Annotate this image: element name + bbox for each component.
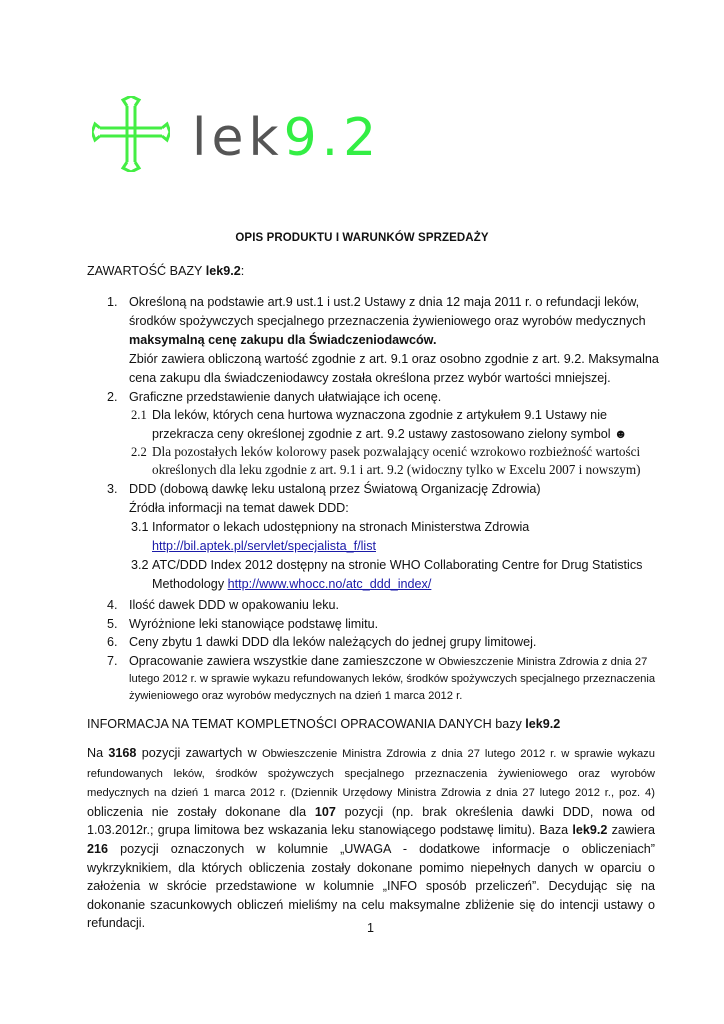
- item-number: 2.: [107, 390, 118, 404]
- paragraph-text: obliczenia nie zostały dokonane dla: [87, 804, 315, 819]
- item-number: 3.: [107, 482, 118, 496]
- paragraph-text: zawiera: [607, 823, 655, 838]
- subitem-number: 3.2: [131, 558, 149, 572]
- list-item-text: DDD (dobową dawkę leku ustaloną przez Światową Organizację Zdrowia): [129, 482, 541, 496]
- count-flagged: 216: [87, 841, 109, 856]
- count-missing: 107: [314, 804, 336, 819]
- paragraph-reference: Obwieszczenie Ministra Zdrowia z dnia 27 lutego 2012 r. w sprawie wykazu refundowanych leków, środków spożywczych specjalnego przeznaczenia żywieniowego oraz wyrobów medycznych na dzień 1 marca 2012 r. (Dziennik Urzędowy Ministra Zdrowia z dnia 27 lutego 2012 r., poz. 4): [87, 748, 655, 800]
- completeness-paragraph: [87, 744, 655, 933]
- item-number: 1.: [107, 295, 118, 309]
- logo-version: 9.2: [283, 108, 382, 168]
- list-item-text: środków spożywczych specjalnego przeznaczenia żywieniowego oraz wyrobów medycznych: [129, 314, 646, 328]
- paragraph-product: lek9.2: [572, 823, 608, 838]
- subitem-text: określonych dla leku zgodnie z art. 9.1 i art. 9.2 (widoczny tylko w Excelu 2007 i nowszym): [152, 462, 641, 477]
- list-item-text: lutego 2012 r. w sprawie wykazu refundowanych leków, środków spożywczych specjalnego przeznaczenia: [129, 673, 656, 685]
- contents-heading-prefix: ZAWARTOŚĆ BAZY: [87, 264, 206, 278]
- logo-name: lek: [192, 108, 284, 168]
- subitem-link-line: [152, 576, 431, 592]
- list-item-text: Ceny zbytu 1 dawki DDD dla leków należących do jednej grupy limitowej.: [129, 635, 537, 649]
- subitem-text: ATC/DDD Index 2012 dostępny na stronie WHO Collaborating Centre for Drug Statistics: [152, 558, 643, 572]
- list-item-text: Wyróżnione leki stanowiące podstawę limitu.: [129, 617, 379, 631]
- completeness-heading-prefix: INFORMACJA NA TEMAT KOMPLETNOŚCI OPRACOWANIA DANYCH bazy: [87, 717, 526, 731]
- paragraph-text: pozycji (np. brak określenia dawki DDD, nowa od 1.03.2012r.; grupa limitowa bez wskazania leku stanowiącego podstawę limitu). Baza: [87, 804, 656, 838]
- contents-heading-suffix: :: [240, 264, 245, 278]
- count-total: 3168: [108, 746, 137, 760]
- subitem-text: Dla pozostałych leków kolorowy pasek pozwalający ocenić wzrokowo rozbieżność wartości: [152, 444, 641, 459]
- item-number: 7.: [107, 654, 118, 668]
- subitem-text: przekracza ceny określonej zgodnie z art. 9.2 ustawy zastosowano zielony symbol ☻: [152, 427, 628, 441]
- item7-reference: Obwieszczenie Ministra Zdrowia z dnia 27: [438, 656, 648, 668]
- list-item-bold: maksymalną cenę zakupu dla Świadczeniodawców.: [129, 333, 437, 347]
- subitem-link-line: [152, 538, 376, 554]
- item7-text: Opracowanie zawiera wszystkie dane zamieszczone w: [129, 654, 439, 668]
- completeness-heading-product: lek9.2: [525, 717, 561, 731]
- item-number: 6.: [107, 635, 118, 649]
- completeness-heading: [87, 716, 560, 732]
- subitem-number: 2.2: [131, 445, 147, 459]
- list-item-text: Źródła informacji na temat dawek DDD:: [129, 501, 349, 515]
- ministry-link[interactable]: http://bil.aptek.pl/servlet/specjalista_f/list: [152, 539, 376, 553]
- paragraph-text: Na: [87, 746, 109, 760]
- who-link[interactable]: http://www.whocc.no/atc_ddd_index/: [227, 577, 432, 591]
- item-number: 4.: [107, 598, 118, 612]
- paragraph-text: pozycji oznaczonych w kolumnie „UWAGA - dodatkowe informacje o obliczeniach” wykrzyknikiem, dla których obliczenia zostały dokonane pomimo niepełnych danych w oparciu o założenia w skrócie przedstawione w kolumnie „INFO sposób przeliczeń”. Decydując się na dokonanie szacunkowych obliczeń mieliśmy na celu maksymalne zbliżenie się do intencji ustawy o refundacji.: [87, 841, 655, 931]
- page-number: 1: [367, 921, 375, 935]
- list-item-text: [129, 653, 647, 670]
- cross-icon: [92, 96, 170, 172]
- subitem-text: Dla leków, których cena hurtowa wyznaczona zgodnie z artykułem 9.1 Ustawy nie: [152, 408, 607, 422]
- logo-wordmark: [192, 108, 382, 168]
- subitem-text: Methodology: [152, 577, 228, 591]
- document-title: OPIS PRODUKTU I WARUNKÓW SPRZEDAŻY: [235, 232, 489, 244]
- list-item-text: cena zakupu dla świadczeniodawcy została określona przez wybór wartości mniejszej.: [129, 371, 611, 385]
- subitem-number: 2.1: [131, 408, 147, 422]
- contents-heading-product: lek9.2: [205, 264, 241, 278]
- contents-heading: [87, 263, 244, 279]
- subitem-text: Informator o lekach udostępniony na stronach Ministerstwa Zdrowia: [152, 520, 530, 534]
- item-number: 5.: [107, 617, 118, 631]
- list-item-text: żywieniowego oraz wyrobów medycznych na dzień 1 marca 2012 r.: [129, 690, 463, 702]
- list-item-text: Zbiór zawiera obliczoną wartość zgodnie z art. 9.1 oraz osobno zgodnie z art. 9.2. Maksymalna: [129, 352, 659, 366]
- list-item-text: Określoną na podstawie art.9 ust.1 i ust.2 Ustawy z dnia 12 maja 2011 r. o refundacji leków,: [129, 295, 640, 309]
- subitem-number: 3.1: [131, 520, 149, 534]
- list-item-text: Ilość dawek DDD w opakowaniu leku.: [129, 598, 339, 612]
- list-item-text: Graficzne przedstawienie danych ułatwiające ich ocenę.: [129, 390, 442, 404]
- paragraph-text: pozycji zawartych w: [136, 746, 262, 760]
